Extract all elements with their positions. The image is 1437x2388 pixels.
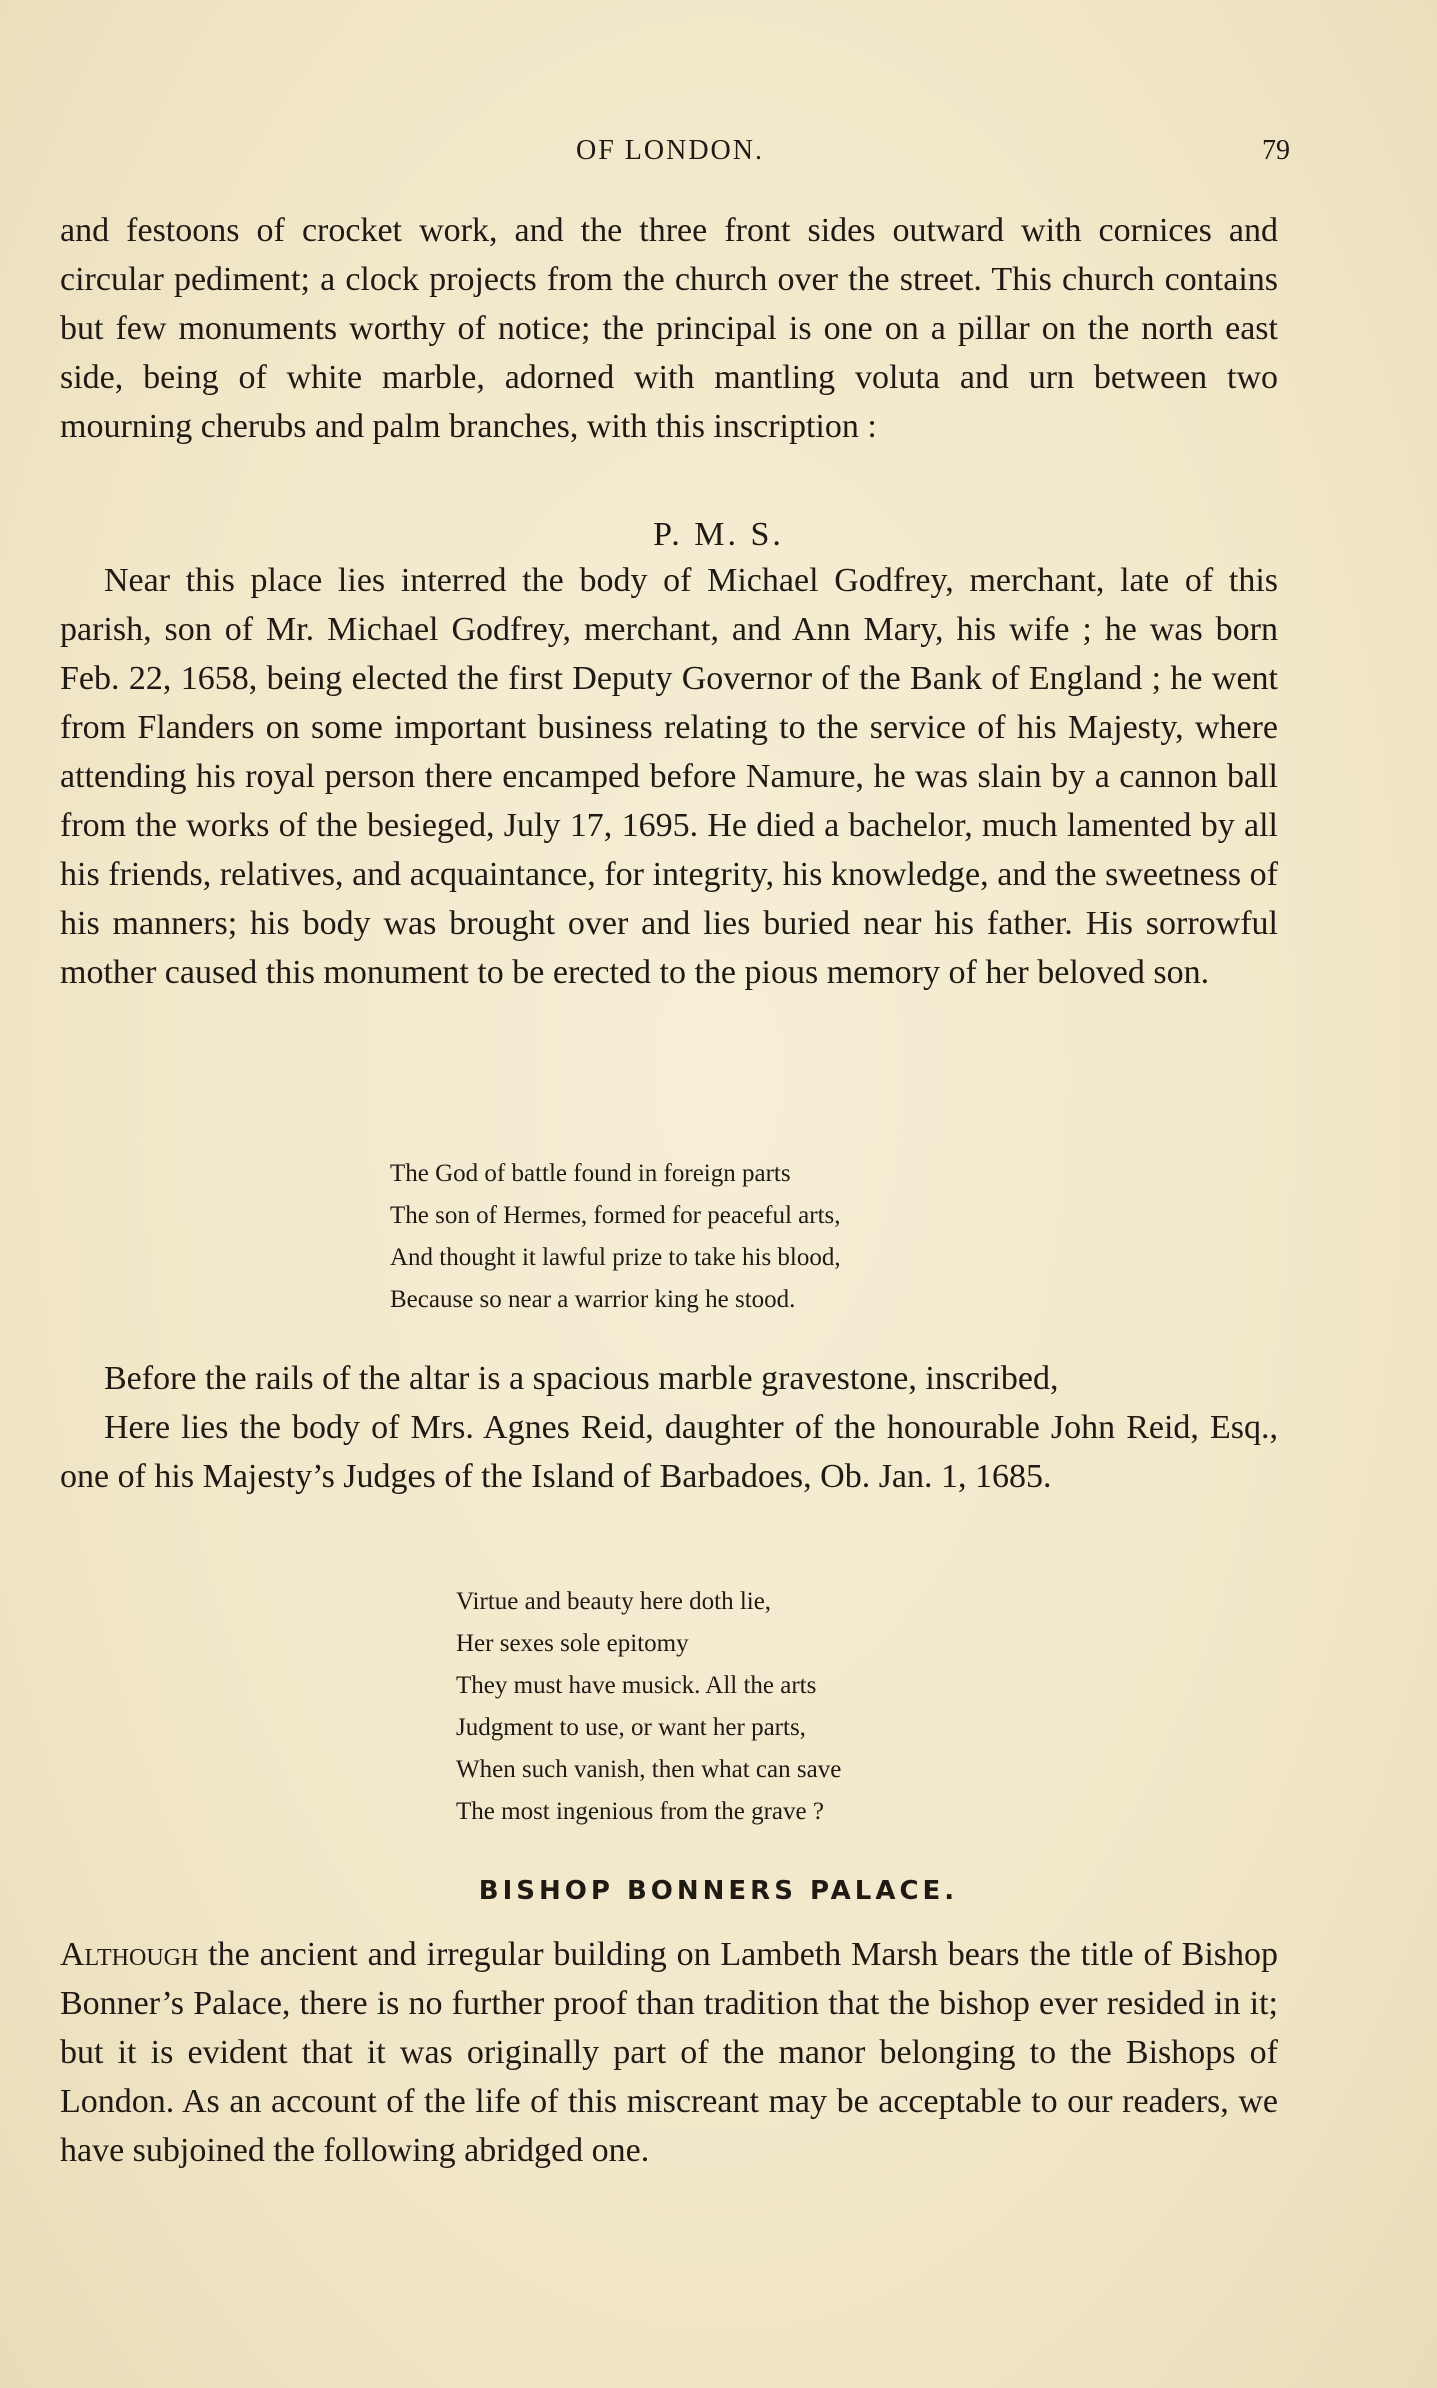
section-heading: BISHOP BONNERS PALACE. [478,1876,959,1906]
pms-heading: P. M. S. [653,516,784,553]
verse-reid [456,1581,841,1833]
running-head: OF LONDON. [576,135,764,166]
page-header [60,135,1290,175]
intro-text: and festoons of crocket work, and the three front sides outward with cornices and circular pediment; a clock projects from the church over the street. This church contains but few monuments worthy of notice; the principal is one on a pillar on the north east side, being of white marble, adorned with mantling voluta and urn between two mourning cherubs and palm branches, with this inscription : [60,212,1278,445]
bonner-first-word: Although [60,1936,199,1973]
verse-line: Because so near a warrior king he stood. [390,1286,796,1313]
verse-godfrey [390,1153,841,1321]
bonner-paragraph [60,1930,1278,2175]
verse-line: Her sexes sole epitomy [456,1630,689,1657]
verse-line: Virtue and beauty here doth lie, [456,1588,772,1615]
before-rails-text: Before the rails of the altar is a spacious marble gravestone, inscribed, [104,1360,1059,1397]
godfrey-text: Near this place lies interred the body of Michael Godfrey, merchant, late of this parish, son of Mr. Michael Godfrey, merchant, and Ann Mary, his wife ; he was born Feb. 22, 1658, being elected the first Deputy Governor of the Bank of England ; he went from Flanders on some important business relating to the service of his Majesty, where attending his royal person there encamped before Namure, he was slain by a cannon ball from the works of the besieged, July 17, 1695. He died a bachelor, much lamented by all his friends, relatives, and acquaintance, for integrity, his knowledge, and the sweetness of his manners; his body was brought over and lies buried near his father. His sorrowful mother caused this monument to be erected to the pious memory of her beloved son. [60,562,1278,991]
verse-line: And thought it lawful prize to take his blood, [390,1244,841,1271]
verse-line: Judgment to use, or want her parts, [456,1714,806,1741]
verse-line: The most ingenious from the grave ? [456,1798,824,1825]
bonner-rest: the ancient and irregular building on Lambeth Marsh bears the title of Bishop Bonner’s Palace, there is no further proof than tradition that the bishop ever resided in it; but it is evident that it was originally part of the manor belonging to the Bishops of London. As an account of the life of this miscreant may be acceptable to our readers, we have subjoined the following abridged one. [60,1936,1278,2169]
verse-line: When such vanish, then what can save [456,1756,842,1783]
intro-paragraph [60,206,1278,451]
gravestone-paragraph [60,1354,1278,1501]
reid-text: Here lies the body of Mrs. Agnes Reid, daughter of the honourable John Reid, Esq., one of his Majesty’s Judges of the Island of Barbadoes, Ob. Jan. 1, 1685. [60,1409,1278,1495]
verse-line: The God of battle found in foreign parts [390,1160,791,1187]
godfrey-paragraph [60,556,1278,997]
verse-line: They must have musick. All the arts [456,1672,817,1699]
bonner-text [60,1930,1278,2175]
page-number: 79 [1262,135,1290,166]
verse-line: The son of Hermes, formed for peaceful arts, [390,1202,841,1229]
